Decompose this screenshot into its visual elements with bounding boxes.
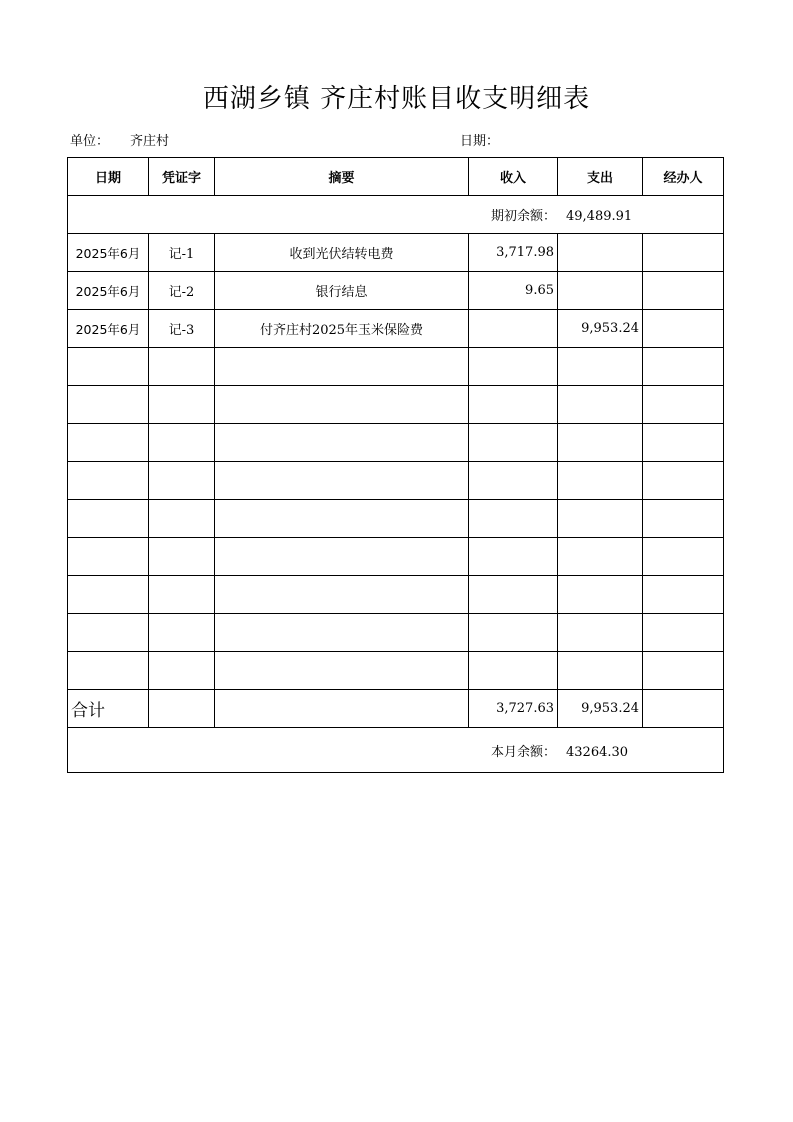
header-income: 收入 — [469, 158, 558, 196]
row-handler — [643, 234, 724, 272]
empty-row — [68, 652, 724, 690]
empty-row — [68, 424, 724, 462]
total-expense: 9,953.24 — [558, 690, 643, 728]
header-row — [68, 158, 724, 196]
empty-row — [68, 500, 724, 538]
empty-row — [68, 538, 724, 576]
row-summary: 付齐庄村2025年玉米保险费 — [215, 310, 469, 348]
row-date: 2025年6月 — [68, 310, 149, 348]
opening-balance-value: 49,489.91 — [566, 209, 633, 224]
table-row — [68, 234, 724, 272]
closing-balance-label: 本月余额： — [490, 744, 556, 760]
empty-row — [68, 576, 724, 614]
header-expense: 支出 — [558, 158, 643, 196]
empty-row — [68, 462, 724, 500]
row-voucher: 记-2 — [149, 272, 215, 310]
opening-balance-label: 期初余额： — [490, 209, 556, 224]
row-expense — [558, 234, 643, 272]
header-handler: 经办人 — [643, 158, 724, 196]
total-income: 3,727.63 — [469, 690, 558, 728]
closing-balance-value: 43264.30 — [566, 744, 629, 760]
closing-balance-row — [68, 728, 724, 773]
unit-value: 齐庄村 — [130, 134, 170, 149]
date-label: 日期： — [460, 134, 500, 149]
row-handler — [643, 272, 724, 310]
total-label: 合计 — [68, 690, 149, 728]
empty-row — [68, 348, 724, 386]
empty-row — [68, 386, 724, 424]
row-income: 9.65 — [469, 272, 558, 310]
row-date: 2025年6月 — [68, 272, 149, 310]
header-date: 日期 — [68, 158, 149, 196]
row-handler — [643, 310, 724, 348]
row-date: 2025年6月 — [68, 234, 149, 272]
header-summary: 摘要 — [215, 158, 469, 196]
unit-label: 单位： — [70, 134, 110, 149]
row-income: 3,717.98 — [469, 234, 558, 272]
ledger-table — [67, 157, 724, 773]
table-row — [68, 272, 724, 310]
row-expense: 9,953.24 — [558, 310, 643, 348]
opening-balance-row — [68, 196, 724, 234]
page-title: 西湖乡镇 齐庄村账目收支明细表 — [202, 84, 591, 114]
row-summary: 银行结息 — [215, 272, 469, 310]
row-income — [469, 310, 558, 348]
table-row — [68, 310, 724, 348]
row-voucher: 记-3 — [149, 310, 215, 348]
row-voucher: 记-1 — [149, 234, 215, 272]
header-voucher: 凭证字 — [149, 158, 215, 196]
row-expense — [558, 272, 643, 310]
empty-row — [68, 614, 724, 652]
total-row — [68, 690, 724, 728]
row-summary: 收到光伏结转电费 — [215, 234, 469, 272]
